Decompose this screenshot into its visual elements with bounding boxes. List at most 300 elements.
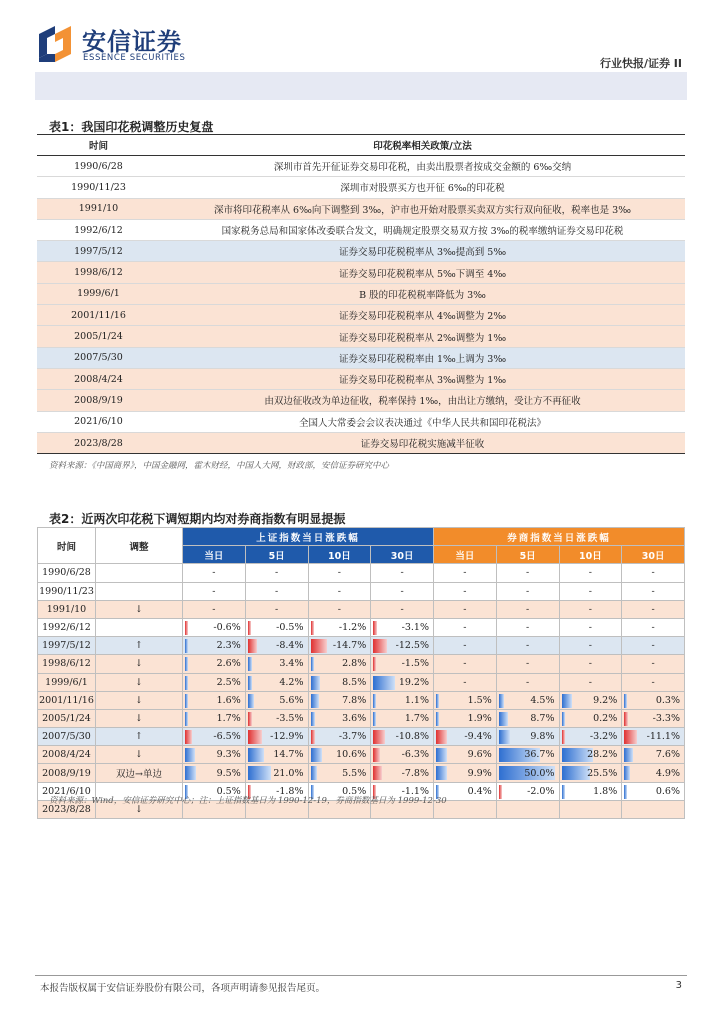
data-bar	[248, 657, 252, 671]
cell-value: -	[651, 640, 655, 652]
shanghai-change-cell	[308, 691, 371, 709]
shanghai-change-cell	[308, 600, 371, 618]
cell-value: -2.0%	[527, 785, 555, 797]
shanghai-change-cell	[371, 728, 434, 746]
data-bar	[185, 639, 188, 653]
data-bar	[624, 766, 629, 780]
data-bar	[185, 657, 188, 671]
cell-value: 10.6%	[336, 749, 367, 761]
cell-value: 5.6%	[279, 694, 304, 706]
row-policy: 证券交易印花税税率由 1‰上调为 3‰	[160, 347, 685, 368]
data-bar	[185, 676, 188, 690]
cell-value: 1.5%	[467, 694, 492, 706]
shanghai-change-cell	[245, 582, 308, 600]
row-date: 2008/9/19	[38, 764, 96, 782]
row-policy: 证券交易印花税税率从 2‰调整为 1‰	[160, 326, 685, 347]
shanghai-change-cell	[183, 691, 246, 709]
shanghai-change-cell	[245, 600, 308, 618]
cell-value: 8.5%	[342, 676, 367, 688]
row-policy: 证券交易印花税税率从 5‰下调至 4‰	[160, 262, 685, 283]
table-row	[37, 241, 685, 262]
brand-name-english: ESSENCE SECURITIES	[83, 53, 186, 63]
cell-value: -	[588, 585, 592, 597]
cell-value: 5.5%	[342, 767, 367, 779]
shanghai-change-cell	[308, 764, 371, 782]
broker-change-cell	[434, 746, 497, 764]
data-bar	[562, 712, 565, 726]
report-category: 行业快报/证券 II	[599, 57, 682, 70]
cell-value: 36.7%	[524, 749, 555, 761]
broker-change-cell	[559, 691, 622, 709]
broker-change-cell	[559, 564, 622, 582]
cell-value: 3.4%	[279, 658, 304, 670]
broker-change-cell	[559, 582, 622, 600]
broker-change-cell	[559, 746, 622, 764]
shanghai-change-cell	[183, 600, 246, 618]
cell-value: 0.3%	[655, 694, 680, 706]
row-adjustment: ↑	[96, 728, 183, 746]
shanghai-change-cell	[245, 655, 308, 673]
shanghai-change-cell	[308, 673, 371, 691]
data-bar	[499, 712, 509, 726]
row-adjustment: ↓	[96, 800, 183, 818]
shanghai-change-cell	[245, 618, 308, 636]
broker-change-cell	[496, 728, 559, 746]
broker-change-cell	[434, 691, 497, 709]
group-header-broker-index: 券商指数当日涨跌幅	[434, 528, 685, 546]
cell-value: -	[526, 640, 530, 652]
broker-change-cell	[559, 673, 622, 691]
cell-value: 0.2%	[593, 712, 618, 724]
row-policy: 证券交易印花税税率从 4‰调整为 2‰	[160, 305, 685, 326]
row-date: 2023/8/28	[37, 432, 160, 453]
cell-value: -	[651, 585, 655, 597]
table-row	[37, 390, 685, 411]
row-date: 2021/6/10	[37, 411, 160, 432]
shanghai-change-cell	[245, 764, 308, 782]
cell-value: -	[526, 585, 530, 597]
table-row	[38, 673, 685, 691]
cell-value: -	[463, 622, 467, 634]
broker-change-cell	[559, 709, 622, 727]
table-row	[37, 262, 685, 283]
row-date: 2001/11/16	[37, 305, 160, 326]
row-adjustment	[96, 618, 183, 636]
shanghai-change-cell	[183, 746, 246, 764]
shanghai-change-cell	[245, 637, 308, 655]
shanghai-change-cell	[308, 728, 371, 746]
data-bar	[436, 748, 447, 762]
shanghai-change-cell	[245, 564, 308, 582]
data-bar	[373, 712, 376, 726]
cell-value: -1.8%	[276, 785, 304, 797]
period-header: 30日	[622, 546, 685, 564]
row-adjustment: ↓	[96, 600, 183, 618]
row-policy: 深市将印花税率从 6‰向下调整到 3‰，沪市也开始对股票买卖双方实行双向征收，税率也是 3‰	[160, 198, 685, 219]
row-date: 1992/6/12	[38, 618, 96, 636]
page-header	[0, 0, 724, 100]
data-bar	[562, 730, 566, 744]
broker-change-cell	[622, 655, 685, 673]
row-adjustment: ↓	[96, 746, 183, 764]
row-adjustment: ↓	[96, 691, 183, 709]
data-bar	[624, 748, 633, 762]
cell-value: -	[463, 676, 467, 688]
data-bar	[185, 766, 196, 780]
data-bar	[499, 730, 510, 744]
data-bar	[436, 730, 447, 744]
cell-value: 2.6%	[216, 658, 241, 670]
cell-value: -	[337, 603, 341, 615]
cell-value: 2.5%	[216, 676, 241, 688]
row-date: 1991/10	[37, 198, 160, 219]
cell-value: -11.1%	[646, 731, 680, 743]
cell-value: 0.4%	[467, 785, 492, 797]
footer-disclaimer: 本报告版权属于安信证券股份有限公司，各项声明请参见报告尾页。	[40, 983, 326, 994]
cell-value: -	[588, 658, 592, 670]
row-date: 1990/11/23	[38, 582, 96, 600]
cell-value: 9.3%	[216, 749, 241, 761]
data-bar	[248, 712, 252, 726]
table-row	[37, 198, 685, 219]
cell-value: -	[337, 585, 341, 597]
table-row	[38, 655, 685, 673]
cell-value: 28.2%	[587, 749, 618, 761]
data-bar	[373, 639, 387, 653]
table-row	[37, 326, 685, 347]
cell-value: -	[651, 567, 655, 579]
broker-change-cell	[434, 728, 497, 746]
data-bar	[373, 657, 376, 671]
cell-value: 14.7%	[273, 749, 304, 761]
table2-title: 表2：近两次印花税下调短期内均对券商指数有明显提振	[49, 512, 346, 526]
period-header: 30日	[371, 546, 434, 564]
table-row	[38, 746, 685, 764]
cell-value: 7.8%	[342, 694, 367, 706]
broker-change-cell	[434, 564, 497, 582]
broker-change-cell	[496, 782, 559, 800]
data-bar	[499, 694, 504, 708]
cell-value: -	[212, 603, 216, 615]
table-header-row	[37, 135, 685, 156]
cell-value: 9.8%	[530, 731, 555, 743]
shanghai-change-cell	[371, 564, 434, 582]
cell-value: 9.9%	[467, 767, 492, 779]
broker-change-cell	[434, 709, 497, 727]
broker-change-cell	[496, 673, 559, 691]
row-adjustment: ↓	[96, 709, 183, 727]
table-row	[37, 156, 685, 177]
broker-change-cell	[496, 600, 559, 618]
row-date: 2021/6/10	[38, 782, 96, 800]
data-bar	[373, 676, 395, 690]
table-row	[37, 432, 685, 453]
row-date: 1990/6/28	[37, 156, 160, 177]
cell-value: -3.5%	[276, 712, 304, 724]
period-header: 当日	[183, 546, 246, 564]
shanghai-change-cell	[308, 618, 371, 636]
table-row	[38, 709, 685, 727]
cell-value: -	[526, 603, 530, 615]
broker-change-cell	[559, 728, 622, 746]
cell-value: 1.8%	[593, 785, 618, 797]
cell-value: 1.7%	[216, 712, 241, 724]
row-adjustment: ↓	[96, 673, 183, 691]
cell-value: -	[337, 567, 341, 579]
data-bar	[311, 694, 320, 708]
row-date: 2008/4/24	[38, 746, 96, 764]
row-adjustment: ↓	[96, 655, 183, 673]
data-bar	[185, 730, 192, 744]
shanghai-change-cell	[308, 582, 371, 600]
row-date: 2023/8/28	[38, 800, 96, 818]
broker-change-cell	[496, 637, 559, 655]
cell-value: -	[651, 658, 655, 670]
broker-change-cell	[496, 618, 559, 636]
header-band	[35, 72, 687, 100]
column-header-adjustment: 调整	[96, 528, 183, 564]
data-bar	[311, 712, 315, 726]
broker-change-cell	[496, 655, 559, 673]
row-policy: 由双边征收改为单边征收，税率保持 1‰，由出让方缴纳，受让方不再征收	[160, 390, 685, 411]
shanghai-change-cell	[183, 709, 246, 727]
table2-source: 资料来源：Wind，安信证券研究中心；注：上证指数基日为 1990-12-19，券商指数基日为 1999-12-30	[49, 796, 447, 806]
table-row	[37, 283, 685, 304]
broker-change-cell	[496, 764, 559, 782]
data-bar	[562, 694, 572, 708]
broker-change-cell	[496, 709, 559, 727]
table-row	[38, 582, 685, 600]
cell-value: -6.5%	[213, 731, 241, 743]
broker-change-cell	[622, 764, 685, 782]
table-row	[38, 691, 685, 709]
data-bar	[373, 766, 382, 780]
table-row	[37, 411, 685, 432]
data-bar	[248, 676, 253, 690]
data-bar	[311, 730, 315, 744]
cell-value: 0.5%	[216, 785, 241, 797]
table-row	[38, 618, 685, 636]
data-bar	[373, 621, 376, 635]
table-row	[38, 764, 685, 782]
cell-value: -	[651, 603, 655, 615]
table-row	[38, 564, 685, 582]
table-header-row	[38, 528, 685, 546]
data-bar	[436, 712, 439, 726]
data-bar	[311, 639, 327, 653]
row-date: 1999/6/1	[38, 673, 96, 691]
row-policy: 深圳市首先开征证券交易印花税，由卖出股票者按成交金额的 6‰交纳	[160, 156, 685, 177]
data-bar	[562, 766, 591, 780]
shanghai-change-cell	[371, 673, 434, 691]
broker-change-cell	[559, 618, 622, 636]
broker-change-cell	[559, 637, 622, 655]
shanghai-change-cell	[183, 673, 246, 691]
shanghai-change-cell	[371, 582, 434, 600]
broker-change-cell	[622, 709, 685, 727]
broker-change-cell	[559, 764, 622, 782]
table-row	[37, 368, 685, 389]
broker-change-cell	[434, 637, 497, 655]
period-header: 5日	[496, 546, 559, 564]
row-date: 1990/11/23	[37, 177, 160, 198]
cell-value: 4.5%	[530, 694, 555, 706]
cell-value: -3.2%	[589, 731, 618, 743]
cell-value: -14.7%	[332, 640, 367, 652]
row-date: 1990/6/28	[38, 564, 96, 582]
shanghai-change-cell	[183, 764, 246, 782]
cell-value: -	[526, 567, 530, 579]
cell-value: -	[400, 567, 404, 579]
row-policy: 全国人大常委会会议表决通过《中华人民共和国印花税法》	[160, 411, 685, 432]
cell-value: 19.2%	[398, 676, 429, 688]
shanghai-change-cell	[308, 655, 371, 673]
shanghai-change-cell	[183, 618, 246, 636]
cell-value: -	[463, 567, 467, 579]
data-bar	[311, 676, 321, 690]
period-header: 10日	[308, 546, 371, 564]
row-adjustment: 双边→单边	[96, 764, 183, 782]
cell-value: -	[212, 567, 216, 579]
cell-value: -1.5%	[401, 658, 429, 670]
broker-change-cell	[434, 582, 497, 600]
shanghai-change-cell	[371, 709, 434, 727]
shanghai-change-cell	[245, 691, 308, 709]
broker-change-cell	[496, 691, 559, 709]
cell-value: -	[588, 640, 592, 652]
shanghai-change-cell	[371, 746, 434, 764]
row-adjustment	[96, 564, 183, 582]
column-header-date: 时间	[38, 528, 96, 564]
row-policy: 深圳市对股票买方也开征 6‰的印花税	[160, 177, 685, 198]
column-header-date: 时间	[37, 135, 160, 156]
cell-value: 9.2%	[593, 694, 618, 706]
cell-value: -3.1%	[401, 622, 429, 634]
broker-change-cell	[434, 618, 497, 636]
row-date: 1997/5/12	[38, 637, 96, 655]
broker-change-cell	[622, 746, 685, 764]
row-date: 1992/6/12	[37, 219, 160, 240]
table1-title: 表1：我国印花税调整历史复盘	[49, 120, 214, 134]
index-performance-table	[37, 527, 685, 819]
cell-value: -	[526, 622, 530, 634]
cell-value: -0.5%	[276, 622, 304, 634]
shanghai-change-cell	[183, 655, 246, 673]
cell-value: 1.9%	[467, 712, 492, 724]
broker-change-cell	[622, 800, 685, 818]
broker-change-cell	[496, 564, 559, 582]
cell-value: -	[588, 567, 592, 579]
data-bar	[436, 766, 447, 780]
period-header: 10日	[559, 546, 622, 564]
broker-change-cell	[622, 691, 685, 709]
cell-value: -	[463, 585, 467, 597]
page-number: 3	[675, 980, 682, 991]
cell-value: -	[651, 622, 655, 634]
cell-value: 8.7%	[530, 712, 555, 724]
cell-value: -	[400, 603, 404, 615]
cell-value: -3.3%	[652, 712, 680, 724]
broker-change-cell	[622, 637, 685, 655]
broker-change-cell	[622, 564, 685, 582]
cell-value: 4.2%	[279, 676, 304, 688]
table-row	[38, 637, 685, 655]
shanghai-change-cell	[245, 746, 308, 764]
shanghai-change-cell	[371, 764, 434, 782]
table-row	[38, 728, 685, 746]
cell-value: -3.7%	[338, 731, 367, 743]
data-bar	[624, 712, 628, 726]
shanghai-change-cell	[308, 637, 371, 655]
cell-value: -	[463, 603, 467, 615]
shanghai-change-cell	[183, 582, 246, 600]
row-adjustment: ↑	[96, 637, 183, 655]
cell-value: 2.3%	[216, 640, 241, 652]
data-bar	[624, 694, 627, 708]
cell-value: -10.8%	[395, 731, 429, 743]
cell-value: 50.0%	[524, 767, 555, 779]
cell-value: 3.6%	[342, 712, 367, 724]
row-date: 2005/1/24	[37, 326, 160, 347]
data-bar	[248, 621, 251, 635]
shanghai-change-cell	[183, 728, 246, 746]
data-bar	[248, 748, 264, 762]
cell-value: 0.5%	[342, 785, 367, 797]
data-bar	[185, 748, 195, 762]
data-bar	[499, 785, 502, 799]
cell-value: -0.6%	[213, 622, 241, 634]
shanghai-change-cell	[245, 709, 308, 727]
broker-change-cell	[622, 618, 685, 636]
cell-value: 2.8%	[342, 658, 367, 670]
row-policy: B 股的印花税税率降低为 3‰	[160, 283, 685, 304]
shanghai-change-cell	[183, 564, 246, 582]
cell-value: 21.0%	[273, 767, 304, 779]
broker-change-cell	[622, 673, 685, 691]
cell-value: 1.6%	[216, 694, 241, 706]
data-bar	[248, 766, 272, 780]
row-policy: 证券交易印花税实施减半征收	[160, 432, 685, 453]
column-header-policy: 印花税率相关政策/立法	[160, 135, 685, 156]
row-date: 1999/6/1	[37, 283, 160, 304]
shanghai-change-cell	[308, 709, 371, 727]
broker-change-cell	[434, 600, 497, 618]
data-bar	[373, 748, 380, 762]
shanghai-change-cell	[371, 691, 434, 709]
cell-value: -6.3%	[401, 749, 429, 761]
stamp-duty-history-table	[37, 134, 685, 454]
broker-change-cell	[622, 600, 685, 618]
shanghai-change-cell	[371, 600, 434, 618]
cell-value: -12.5%	[395, 640, 429, 652]
cell-value: 7.6%	[655, 749, 680, 761]
data-bar	[311, 748, 323, 762]
row-date: 1991/10	[38, 600, 96, 618]
broker-change-cell	[434, 764, 497, 782]
broker-change-cell	[622, 782, 685, 800]
cell-value: -12.9%	[270, 731, 304, 743]
cell-value: -	[526, 676, 530, 688]
data-bar	[248, 694, 254, 708]
data-bar	[248, 639, 257, 653]
shanghai-change-cell	[183, 637, 246, 655]
table-row	[37, 219, 685, 240]
table-row	[37, 347, 685, 368]
table-row	[37, 305, 685, 326]
row-policy: 国家税务总局和国家体改委联合发文，明确规定股票交易双方按 3‰的税率缴纳证券交易印花税	[160, 219, 685, 240]
broker-change-cell	[559, 800, 622, 818]
row-date: 1998/6/12	[37, 262, 160, 283]
